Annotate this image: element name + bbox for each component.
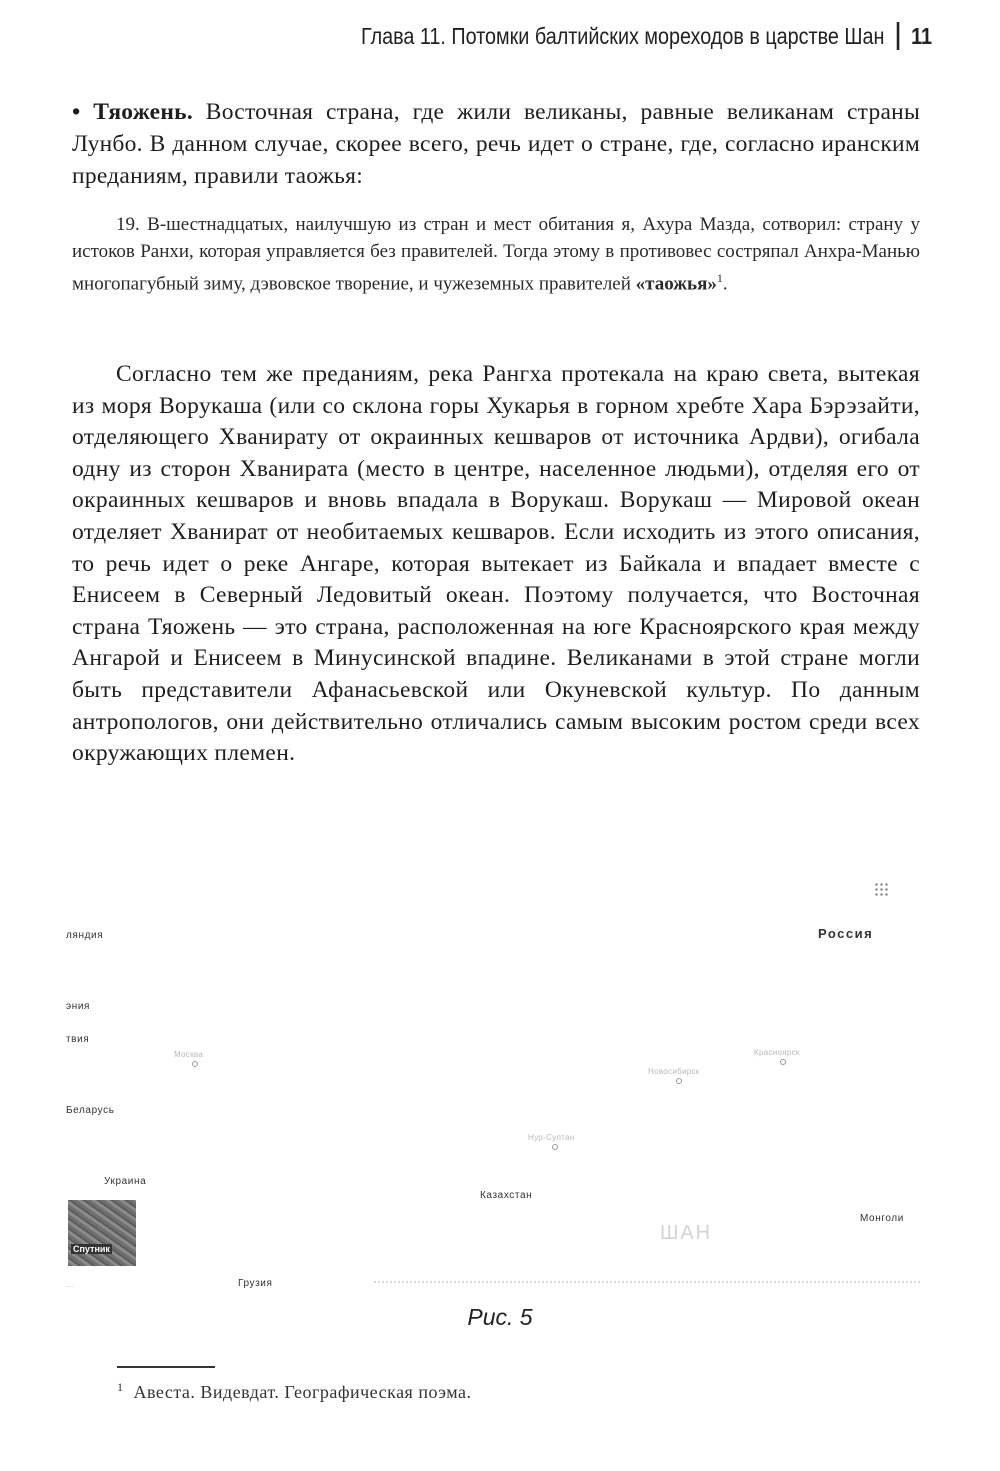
lead-paragraph [72, 96, 920, 192]
map-label-kazakhstan: Казахстан [480, 1190, 533, 1201]
running-header [361, 22, 932, 50]
quote-end: . [722, 273, 728, 295]
map-label-shan: ШАН [660, 1222, 713, 1244]
chapter-title: Глава 11. Потомки балтийских мореходов в царстве Шан [360, 22, 885, 49]
quote-block [72, 212, 920, 298]
map-label-moscow: Москва [174, 1050, 204, 1059]
city-marker [552, 1144, 558, 1150]
lead-term: Тяожень. [93, 99, 193, 125]
footnote-text: Авеста. Видевдат. Географическая поэма. [133, 1382, 472, 1402]
figure-caption: Рис. 5 [467, 1304, 533, 1330]
quote-bold-term: «таожья» [635, 273, 717, 295]
map-label-georgia: Грузия [238, 1278, 273, 1289]
quote-text: 19. В-шестнадцатых, наилучшую из стран и мест обитания я, Ахура Мазда, сотворил: страну у истоков Ранхи, которая управляется без правителей. Тогда этому в противовес состряпал Анхра-Манью многопагубный зиму, дэвовское творение, и чужеземных правителей [72, 214, 920, 295]
grid-icon[interactable] [874, 882, 888, 896]
bullet: • [72, 99, 81, 125]
footnote-ref[interactable]: 1 [716, 271, 723, 285]
map-label-nur-sultan: Нур-Султан [528, 1133, 575, 1142]
map-label-latvia: твия [66, 1034, 90, 1045]
map-label-belarus: Беларусь [66, 1105, 115, 1116]
lead-text: Восточная страна, где жили великаны, равные великанам страны Лунбо. В данном случае, скорее всего, речь идет о стране, где, согласно иранским преданиям, правили таожья: [72, 99, 920, 189]
map-figure [62, 870, 932, 1295]
satellite-label: Спутник [73, 1244, 110, 1254]
body-paragraph: Согласно тем же преданиям, река Рангха протекала на краю света, вытекая из моря Ворукаша (или со склона горы Хукарья в горном хребте Хара Бэрэзайти, отделяющего Хванирату от окраинных кешваров от источника Ардви), огибала одну из сторон Хванирата (место в центре, населенное людьми), отделяя его от окраинных кешваров и вновь впадала в Ворукаш. Ворукаш — Мировой океан отделяет Хванират от необитаемых кешваров. Если исходить из этого описания, то речь идет о реке Ангаре, которая вытекает из Байкала и впадает вместе с Енисеем в Северный Ледовитый океан. Поэтому получается, что Восточная страна Тяожень — это страна, расположенная на юге Красноярского края между Ангарой и Енисеем в Минусинской впадине. Великанами в этой стране могли быть представители Афанасьевской или Окуневской культур. По данным антропологов, они действительно отличались самым высоким ростом среди всех окружающих племен. [72, 361, 920, 767]
map-attribution [374, 1281, 920, 1283]
city-marker [780, 1059, 786, 1065]
map-label-edge: ... [66, 1280, 74, 1289]
page-number: 11 [911, 22, 932, 49]
map-label-novosibirsk: Новосибирск [648, 1067, 700, 1076]
city-marker [192, 1061, 198, 1067]
footnote [117, 1380, 472, 1403]
map-label-finland: ляндия [66, 930, 104, 941]
map-label-krasnoyarsk: Красноярск [754, 1048, 800, 1057]
footnote-marker: 1 [117, 1380, 124, 1394]
map-label-russia: Россия [818, 926, 874, 941]
satellite-toggle[interactable] [68, 1200, 136, 1266]
header-separator [896, 22, 899, 50]
map-label-estonia: эния [66, 1001, 91, 1012]
map-label-ukraine: Украина [104, 1176, 147, 1187]
map-label-mongolia: Монголи [860, 1213, 904, 1224]
city-marker [676, 1078, 682, 1084]
footnote-rule [117, 1366, 215, 1368]
